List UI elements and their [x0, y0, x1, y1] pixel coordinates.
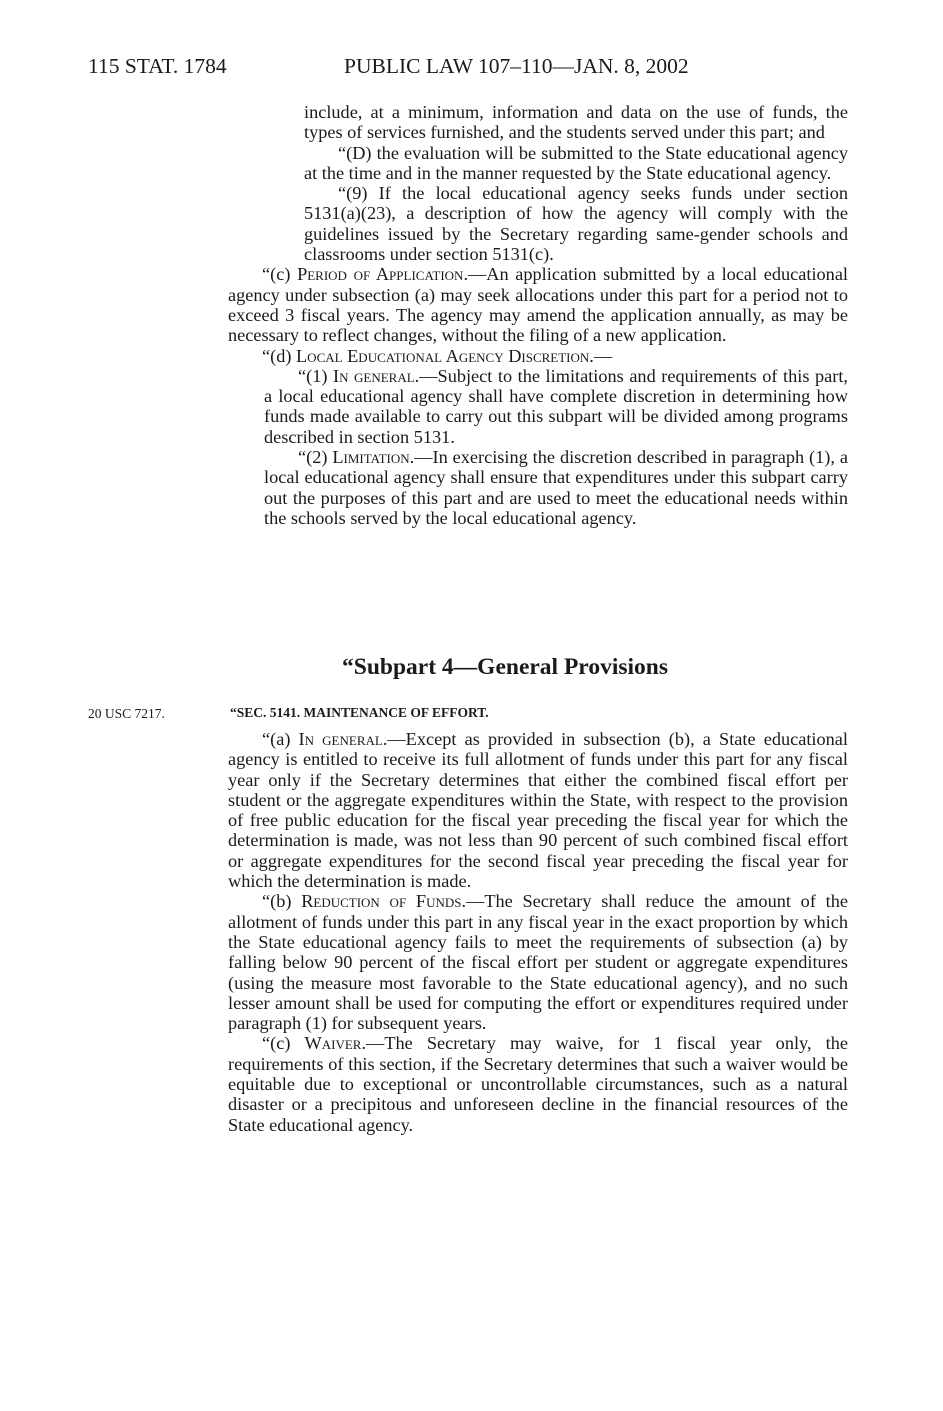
heading-a-in-general: In general [298, 729, 383, 749]
paragraph-9-same-gender: “(9) If the local educational agency seeks funds under section 5131(a)(23), a description of how the agency will comply with the guidelines issued by the Secretary regarding same-gender schools and classrooms under section 5131(c). [304, 183, 848, 265]
paragraph-d1-general: “(1) In general.—Subject to the limitations and requirements of this part, a local educational agency shall have complete discretion in determining how funds made available to carry out this subpart will be divided among programs described in section 5131. [264, 365, 848, 447]
paragraph-d-discretion: “(d) Local Educational Agency Discretion.— [262, 345, 613, 366]
page-number: 115 STAT. 1784 [88, 54, 227, 78]
heading-reduction-of-funds: Reduction of Funds [301, 891, 462, 912]
section-heading: “SEC. 5141. MAINTENANCE OF EFFORT. [230, 705, 489, 720]
paragraph-c-period: “(c) Period of Application.—An application submitted by a local educational agency under subsection (a) may seek allocations under this part for a period not to exceed 3 fiscal years. The agency may amend the application annually, as may be necessary to reflect changes, without the filing of a new application. [228, 264, 849, 346]
paragraph-b-reduction: “(b) Reduction of Funds.—The Secretary shall reduce the amount of the allotment of funds under this part in any fiscal year in the exact proportion by which the State educational agency fails to meet the requirements of subsection (a) by falling below 90 percent of the fiscal effort per student or aggregate expenditures (using the measure most favorable to the State educational agency), and no such lesser amount shall be used for computing the effort or expenditures required under paragraph (1) for subsequent years. [228, 891, 848, 1034]
heading-period-of-application: Period of Application [297, 264, 464, 285]
paragraph-use-of-funds: include, at a minimum, information and data on the use of funds, the types of services furnished, and the students served under this part; and [304, 102, 848, 143]
paragraph-d-evaluation: “(D) the evaluation will be submitted to the State educational agency at the time and in the manner requested by the State educational agency. [304, 142, 848, 183]
heading-lea-discretion: Local Educational Agency Discretion [296, 345, 590, 366]
paragraph-c-waiver: “(c) Waiver.—The Secretary may waive, for 1 fiscal year only, the requirements of this section, if the Secretary determines that such a waiver would be equitable due to exceptional or uncontrollable circumstances, such as a natural disaster or a precipitous and unforeseen decline in the financial resources of the State educational agency. [228, 1033, 848, 1135]
upper-text-block [228, 102, 848, 528]
margin-citation: 20 USC 7217. [88, 706, 165, 721]
paragraph-d2-limitation: “(2) Limitation.—In exercising the discretion described in paragraph (1), a local educational agency shall ensure that expenditures under this subpart carry out the purposes of this part and are used to meet the educational needs within the schools served by the local educational agency. [264, 447, 848, 528]
paragraph-a-general: “(a) In general.—Except as provided in subsection (b), a State educational agency is entitled to receive its full allotment of funds under this part for any fiscal year only if the Secretary determines that either the combined fiscal effort per student or the aggregate expenditures within the State, with respect to the provision of free public education for the fiscal year preceding the fiscal year for which the determination is made, was not less than 90 percent of such combined fiscal effort or aggregate expenditures for the second fiscal year preceding the fiscal year for which the determination is made. [228, 729, 848, 892]
heading-in-general: In general [332, 365, 415, 386]
subpart-heading: “Subpart 4—General Provisions [342, 654, 668, 680]
running-title: PUBLIC LAW 107–110—JAN. 8, 2002 [344, 54, 689, 78]
heading-waiver: Waiver [304, 1033, 362, 1054]
heading-limitation: Limitation [332, 447, 410, 468]
lower-text-block [228, 729, 848, 1135]
